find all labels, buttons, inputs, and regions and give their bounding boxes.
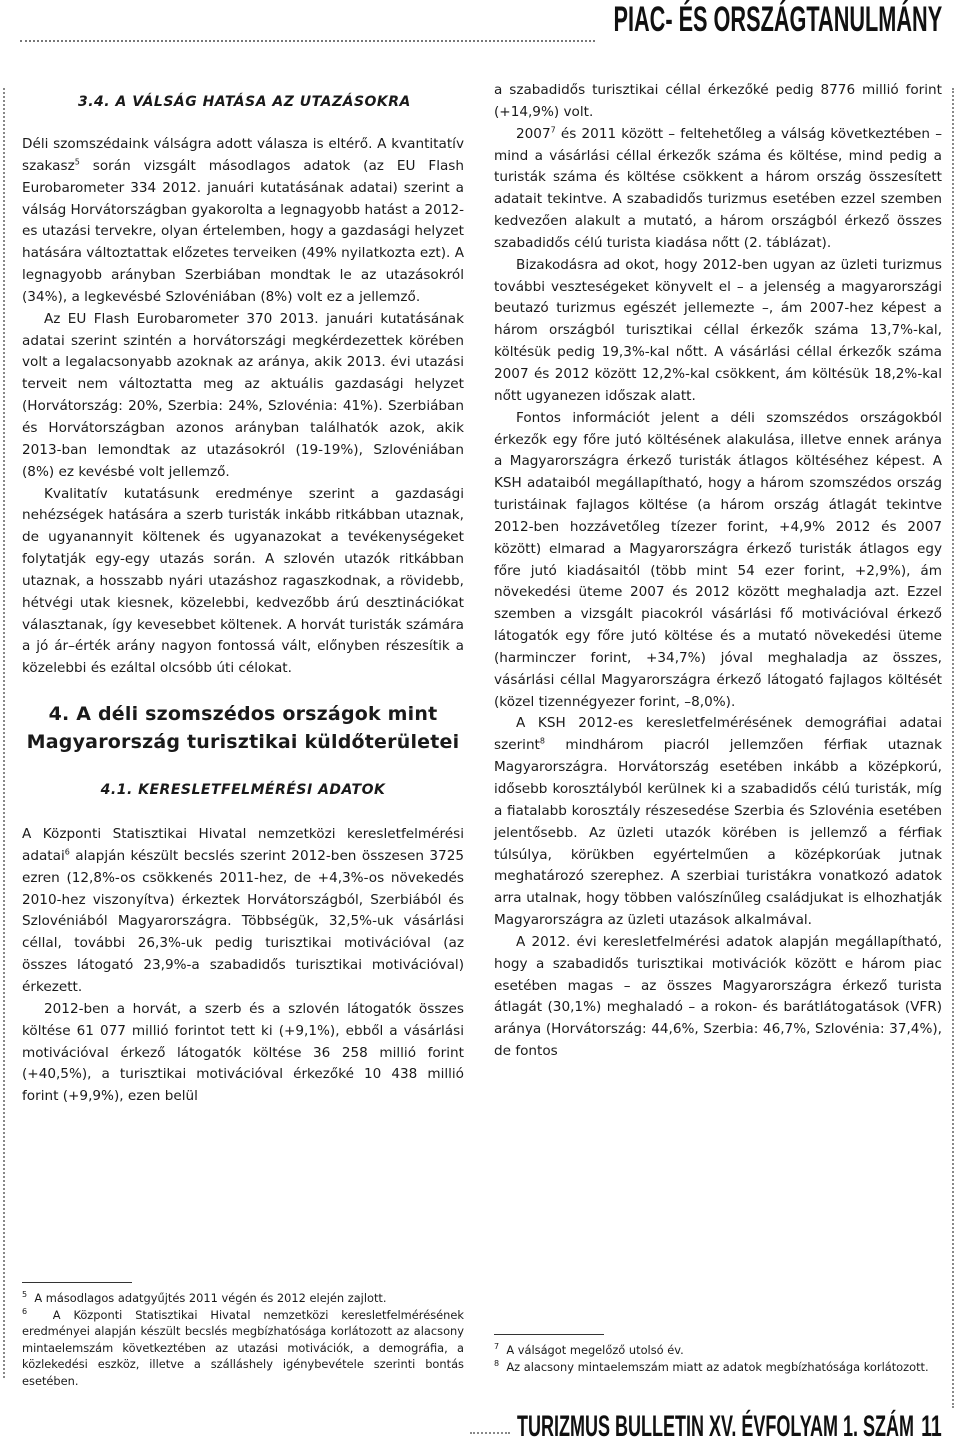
- footnotes-left: [22, 1290, 464, 1389]
- left-column: [22, 80, 464, 1108]
- paragraph-text: 2007: [516, 125, 551, 142]
- footnote-number: 8: [494, 1358, 500, 1368]
- running-footer: TURIZMUS BULLETIN XV. ÉVFOLYAM 1. SZÁM: [517, 1410, 915, 1443]
- paragraph-text: Déli szomszédaink válságra adott válasza is eltérő. A kvantitatív szakasz: [22, 136, 464, 174]
- paragraph: Kvalitatív kutatásunk eredménye szerint a gazdasági nehézségek hatására a szerb turisták inkább ritkábban utaznak, de ugyanannyit költenek és ugyanazokat a tevékenységeket folytatják egy-egy utazás során. A szlovén utazók ritkábban utaznak, a hosszabb nyári utazáshoz ragaszkodnak, a rövidebb, hétvégi utak kiesnek, közelebbi, kedvezőbb árú desztinációkat választanak, így kevesebbet költenek. A horvát turisták számára a jó ár–érték arány nagyon fontossá vált, előnyben részesítik a közelebbi és ezáltal olcsóbb úti célokat.: [22, 485, 464, 677]
- footnote-number: 5: [22, 1290, 28, 1300]
- chapter-heading: [22, 700, 464, 756]
- footnote-text: A válságot megelőző utolsó év.: [506, 1343, 684, 1357]
- subsection-heading: 4.1. KERESLETFELMÉRÉSI ADATOK: [100, 782, 386, 799]
- footnote-number: 6: [22, 1306, 28, 1316]
- paragraph: Fontos információt jelent a déli szomszédos országokból érkezők egy főre jutó költésének alakulása, illetve ennek aránya a Magyarországra érkező turisták átlagos költéséhez képest. A KSH adataiból megállapítható, hogy a három szomszédos ország turistáinak fajlagos költése (a három ország átlagát tekintve 2012-ben hozzávetőleg tízezer forint, +4,9% 2012 és 2007 között) elmarad a Magyarországra érkező turisták átlagos egy főre jutó kiadásaitól (több mint 54 ezer forint, +2,9%), ám növekedési üteme 2007 és 2012 között meghaladja azt. Ezzel szemben a vizsgált piacokról vásárlási fő motivációval érkező látogatók egy főre jutó költése és a mutató növekedési üteme (harminczer forint, +34,7%) jóval meghaladja az összes, vásárlási céllal Magyarországra érkező látogató fajlagos költését (közel tizennégyezer forint, –8,0%).: [494, 409, 942, 710]
- footnote-number: 7: [494, 1342, 500, 1352]
- paragraph: [22, 134, 464, 309]
- header-rule: [20, 40, 595, 42]
- paragraph: 2012-ben a horvát, a szerb és a szlovén látogatók összes költése 61 077 millió forintot tett ki (+9,1%), ebből a vásárlási motivációval érkező látogatók költése 36 258 millió forint (+40,5%), a turisztikai motivációval érkezőké 10 438 millió forint (+9,9%), ezen belül: [22, 1000, 464, 1105]
- paragraph-text: A KSH 2012-es keresletfelmérésének demográfiai adatai szerint: [494, 715, 942, 754]
- footnote-rule: [22, 1282, 132, 1283]
- paragraph-text: alapján készült becslés szerint 2012-ben összesen 3725 ezren (12,8%-os csökkenés 2011-hez, de +4,3%-os növekedés 2010-hez viszonyítva) érkeztek Horvátországból, Szerbiából és Szlovéniából Magyarországra. Többségük, 32,5%-uk vásárlási céllal, további 26,3%-uk pedig turisztikai motivációval (az összes látogató 23,9%-a szabadidős turisztikai motivációval) érkezett.: [22, 847, 464, 995]
- footer-rule: [470, 1432, 510, 1434]
- footnote-ref: 5: [74, 157, 80, 167]
- paragraph: [494, 124, 942, 255]
- paragraph: a szabadidős turisztikai céllal érkezőké pedig 8776 millió forint (+14,9%) volt.: [494, 82, 942, 120]
- footnote-text: A másodlagos adatgyűjtés 2011 végén és 2012 elején zajlott.: [34, 1291, 387, 1305]
- footnote-text: A Központi Statisztikai Hivatal nemzetközi keresletfelmérésének eredményei alapján készült becslés megbízhatósága korlátozott az alacsony mintaelemszám következtében az utazási motivációk, a demográfia, a közlekedési eszköz, illetve a szálláshely igénybevétele szerinti bontás esetében.: [22, 1307, 464, 1388]
- footnote: [22, 1307, 464, 1390]
- right-margin-rule: [952, 88, 954, 1408]
- paragraph: A 2012. évi keresletfelmérési adatok alapján megállapítható, hogy a szabadidős turisztikai motivációk között e három piac esetében magas – az összes Magyarországra érkező turista átlagát (30,1%) meghaladó – a rokon- és barátlátogatások (VFR) aránya (Horvátország: 44,6%, Szerbia: 46,7%, Szlovénia: 37,4%), de fontos: [494, 933, 942, 1060]
- chapter-heading-line: 4. A déli szomszédos országok mint: [48, 703, 438, 726]
- left-margin-rule: [3, 88, 5, 1378]
- footnote-text: Az alacsony mintaelemszám miatt az adatok megbízhatósága korlátozott.: [506, 1359, 929, 1374]
- footnote: [494, 1342, 942, 1359]
- right-column: [494, 80, 942, 1063]
- paragraph-text: mindhárom piacról jellemzően férfiak utaznak Magyarországra. Horvátország esetében inkább a középkorú, idősebb korosztályból kerülnek ki a szabadidős célú turisták, míg a fiatalabb korosztály részesedése Szerbia és Szlovénia esetében jelentősebb. Az üzleti utazók körében is jellemző a férfiak túlsúlya, körükben egyértelműen a középkorúak jutnak meghatározó szerephez. A szerbiai turistákra vonatkozó adatok arra utalnak, hogy többen valószínűleg családjukat is elhozhatják Magyarországra az üzleti utazások alkalmával.: [494, 737, 942, 929]
- paragraph: [22, 824, 464, 999]
- footnote: [22, 1290, 464, 1307]
- running-header: PIAC- ÉS ORSZÁGTANULMÁNY: [613, 0, 942, 39]
- footnote: [494, 1359, 942, 1376]
- footnote-rule: [494, 1334, 604, 1335]
- chapter-heading-line: Magyarország turisztikai küldőterületei: [26, 731, 460, 754]
- footnote-ref: 7: [550, 125, 556, 135]
- footnote-ref: 6: [64, 847, 70, 857]
- paragraph: Az EU Flash Eurobarometer 370 2013. januári kutatásának adatai szerint szintén a horvátországi megkérdezettek körében volt a legalacsonyabb azoknak az aránya, akik 2013. évi utazási terveit nem változtatta meg az aktuális gazdasági helyzet (Horvátország: 20%, Szerbia: 24%, Szlovénia: 41%). Szerbiában és Horvátországban azonos arányban találhatók azok, akik 2013-ban lemondtak az utazásokról (19-19%), Szlovéniában (8%) ez kevésbé volt jellemző.: [22, 310, 464, 480]
- paragraph-text: és 2011 között – feltehetőleg a válság következtében – mind a vásárlási céllal érkezők száma és költése, mind pedig a turisták száma és költése csökkent a három ország összesített adatait tekintve. A szabadidős turizmus esetében ezzel szemben kedvezően alakult a mutató, a három országból érkező összes szabadidős célú turista kiadása nőtt (2. táblázat).: [494, 125, 942, 251]
- paragraph-text: A Központi Statisztikai Hivatal nemzetközi keresletfelmérési adatai: [22, 826, 464, 864]
- paragraph: [494, 713, 942, 931]
- page-number: 11: [921, 1410, 942, 1443]
- paragraph-text: során vizsgált másodlagos adatok (az EU Flash Eurobarometer 334 2012. januári kutatásának adatai) szerint a válság Horvátországban gyakorolta a legnagyobb hatást a 2012-es utazási tervekre, olyan értelemben, hogy a gazdasági helyzet hatására változtattak előzetes terveiken (49% nyilatkozta ezt). A legnagyobb arányban Szerbiában mondtak le az utazásokról (34%), a legkevésbé Szlovéniában (8%) volt ez a jellemző.: [22, 157, 464, 305]
- paragraph: Bizakodásra ad okot, hogy 2012-ben ugyan az üzleti turizmus további veszteségeket könyvelt el – a jelenség a magyarországi beutazó turizmus egészét jellemezte –, ám 2007-hez képest a három országból turisztikai céllal érkezők száma 13,7%-kal, költésük pedig 19,3%-kal nőtt. A vásárlási céllal érkezők száma 2007 és 2012 között 12,2%-kal csökkent, ám költésük 18,2%-kal nőtt ugyanezen időszak alatt.: [494, 256, 942, 404]
- section-heading: 3.4. A VÁLSÁG HATÁSA AZ UTAZÁSOKRA: [78, 94, 411, 110]
- footnote-ref: 8: [539, 736, 545, 746]
- footnotes-right: [494, 1342, 942, 1375]
